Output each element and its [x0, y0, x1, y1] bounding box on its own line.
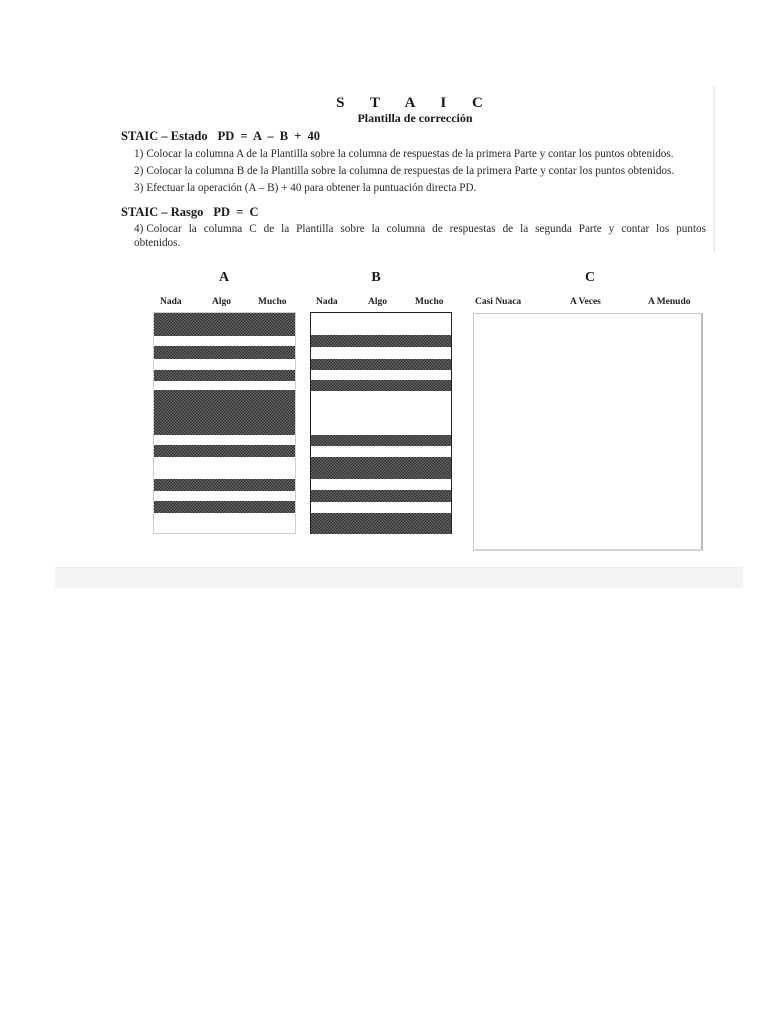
step-text: Colocar la columna C de la Plantilla sobre la columna de respuestas de la segunda Parte y contar los puntos obtenidos. — [134, 223, 706, 249]
shaded-band — [311, 490, 451, 502]
document-subtitle: Plantilla de corrección — [357, 111, 473, 125]
shaded-band — [154, 501, 295, 513]
instruction-step-4 — [134, 222, 706, 250]
instruction-step-2 — [134, 164, 706, 178]
section-heading-estado — [121, 129, 320, 144]
shaded-band — [154, 313, 295, 336]
shaded-band — [154, 390, 295, 435]
section-heading-label: STAIC – Estado — [121, 129, 208, 143]
column-letter-b: B — [371, 270, 381, 285]
column-a-label-algo: Algo — [212, 297, 231, 307]
column-b-label-nada: Nada — [316, 297, 338, 307]
step-number: 4) — [134, 223, 144, 235]
step-number: 2) — [134, 165, 144, 177]
section-formula: PD = A – B + 40 — [217, 129, 321, 143]
shaded-band — [311, 457, 451, 479]
step-number: 3) — [134, 182, 144, 194]
column-a-label-nada: Nada — [160, 297, 182, 307]
shaded-band — [154, 346, 295, 359]
shaded-band — [311, 380, 451, 391]
template-column-c — [473, 313, 703, 551]
shaded-band — [311, 513, 451, 534]
shaded-band — [154, 445, 295, 457]
template-column-a — [153, 312, 296, 534]
column-c-label-a-veces: A Veces — [570, 297, 601, 307]
instruction-step-1 — [134, 147, 706, 161]
step-text: Efectuar la operación (A – B) + 40 para obtener la puntuación directa PD. — [146, 182, 477, 194]
column-a-label-mucho: Mucho — [258, 297, 287, 307]
column-c-label-casi-nunca: Casi Nuaca — [475, 297, 522, 307]
section-heading-label: STAIC – Rasgo — [121, 205, 204, 219]
section-heading-rasgo — [121, 205, 258, 220]
section-formula: PD = C — [213, 205, 259, 219]
column-letter-c: C — [584, 270, 596, 285]
column-c-label-a-menudo: A Menudo — [648, 297, 691, 307]
instruction-step-3 — [134, 181, 706, 195]
document-title: S T A I C — [336, 95, 494, 111]
column-letter-a: A — [218, 270, 230, 285]
shaded-band — [154, 479, 295, 491]
shaded-band — [311, 335, 451, 347]
column-b-label-algo: Algo — [368, 297, 387, 307]
shaded-band — [311, 435, 451, 446]
column-b-label-mucho: Mucho — [415, 297, 444, 307]
step-text: Colocar la columna A de la Plantilla sobre la columna de respuestas de la primera Parte y contar los puntos obtenidos. — [146, 148, 674, 160]
step-text: Colocar la columna B de la Plantilla sobre la columna de respuestas de la primera Parte y contar los puntos obtenidos. — [146, 165, 675, 177]
step-number: 1) — [134, 148, 144, 160]
template-column-b — [310, 312, 452, 534]
shaded-band — [311, 359, 451, 370]
shaded-band — [154, 370, 295, 381]
viewer-footer-band — [55, 567, 743, 588]
